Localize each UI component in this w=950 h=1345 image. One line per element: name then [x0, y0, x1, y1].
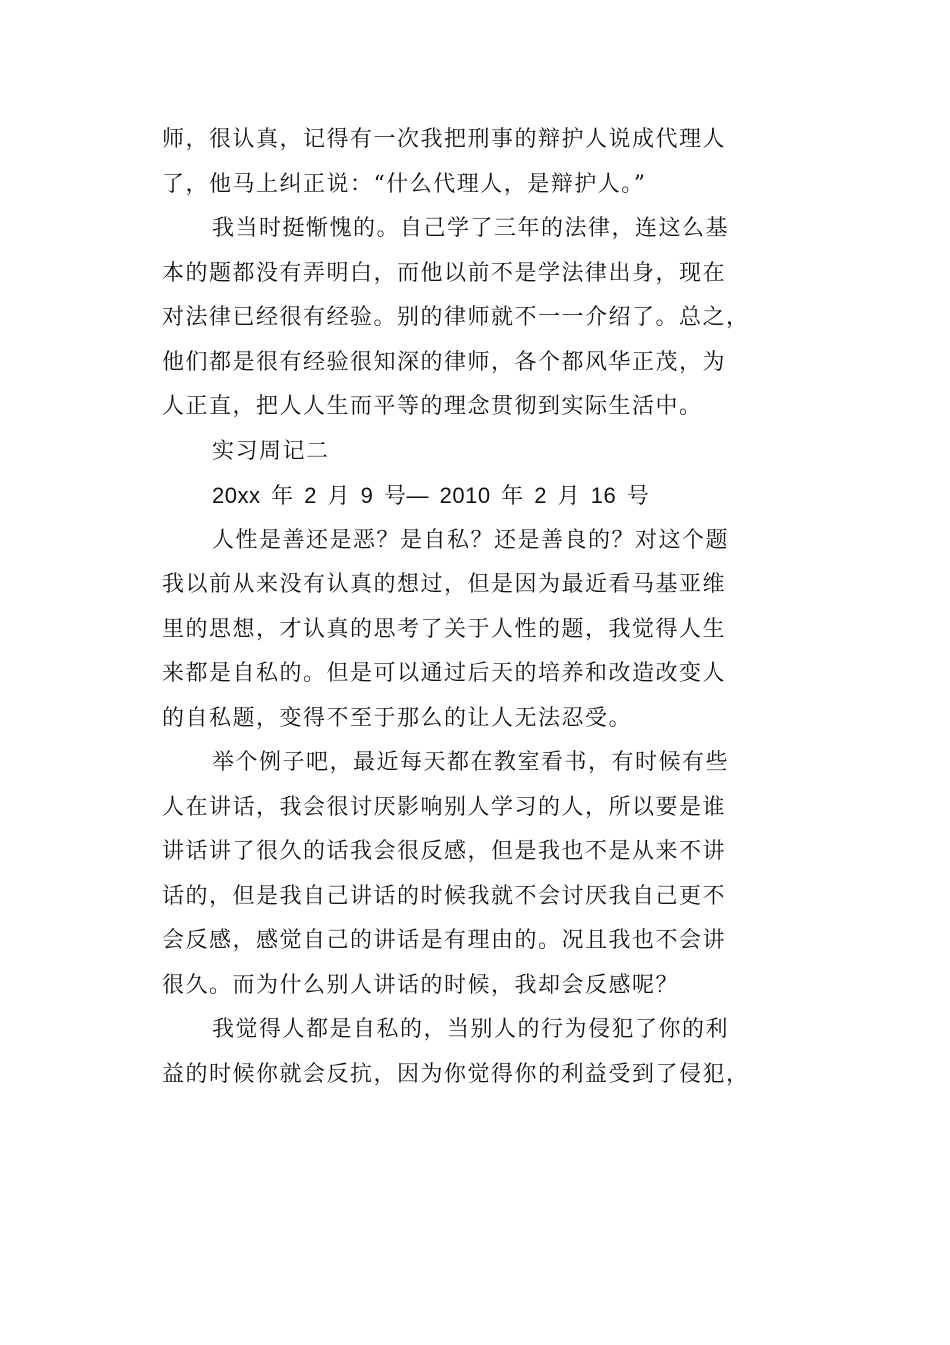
text-line: 他们都是很有经验很知深的律师，各个都风华正茂，为 [162, 349, 727, 375]
text-line: 里的思想，才认真的思考了关于人性的题，我觉得人生 [162, 616, 727, 642]
text-line: 师，很认真，记得有一次我把刑事的辩护人说成代理人 [162, 127, 727, 152]
paragraph-embarrassment [162, 207, 750, 430]
text-line: 了，他马上纠正说：“什么代理人，是辩护人。” [162, 171, 647, 197]
text-line: 本的题都没有弄明白，而他以前不是学法律出身，现在 [162, 260, 727, 286]
text-line: 讲话讲了很久的话我会很反感，但是我也不是从来不讲 [162, 839, 727, 864]
body-text [162, 118, 750, 1097]
text-line: 举个例子吧，最近每天都在教室看书，有时候有些 [212, 750, 730, 775]
text-line: 我当时挺惭愧的。自己学了三年的法律，连这么基 [212, 216, 730, 241]
section-heading: 实习周记二 [212, 438, 330, 464]
text-line: 益的时候你就会反抗，因为你觉得你的利益受到了侵犯， [162, 1061, 750, 1087]
text-line: 人性是善还是恶？是自私？还是善良的？对这个题 [212, 527, 730, 553]
text-line: 的自私题，变得不至于那么的让人无法忍受。 [162, 705, 633, 731]
text-line: 会反感，感觉自己的讲话是有理由的。况且我也不会讲 [162, 928, 727, 953]
date-range: 20xx 年 2 月 9 号— 2010 年 2 月 16 号 [212, 483, 650, 508]
text-line: 话的，但是我自己讲话的时候我就不会讨厌我自己更不 [162, 883, 727, 909]
text-line: 人在讲话，我会很讨厌影响别人学习的人，所以要是谁 [162, 794, 727, 820]
text-line: 我以前从来没有认真的想过，但是因为最近看马基亚维 [162, 572, 727, 597]
paragraph-example [162, 741, 730, 1008]
text-line: 来都是自私的。但是可以通过后天的培养和改造改变人 [162, 661, 727, 686]
paragraph-human-nature [162, 519, 730, 742]
text-line: 很久。而为什么别人讲话的时候，我却会反感呢？ [162, 972, 680, 998]
paragraph-selfishness [162, 1008, 750, 1097]
text-line: 人正直，把人人生而平等的理念贯彻到实际生活中。 [162, 394, 703, 419]
text-line: 我觉得人都是自私的，当别人的行为侵犯了你的利 [212, 1017, 730, 1042]
text-line: 对法律已经很有经验。别的律师就不一一介绍了。总之， [162, 305, 750, 330]
paragraph-lawyer-correction [162, 118, 727, 207]
